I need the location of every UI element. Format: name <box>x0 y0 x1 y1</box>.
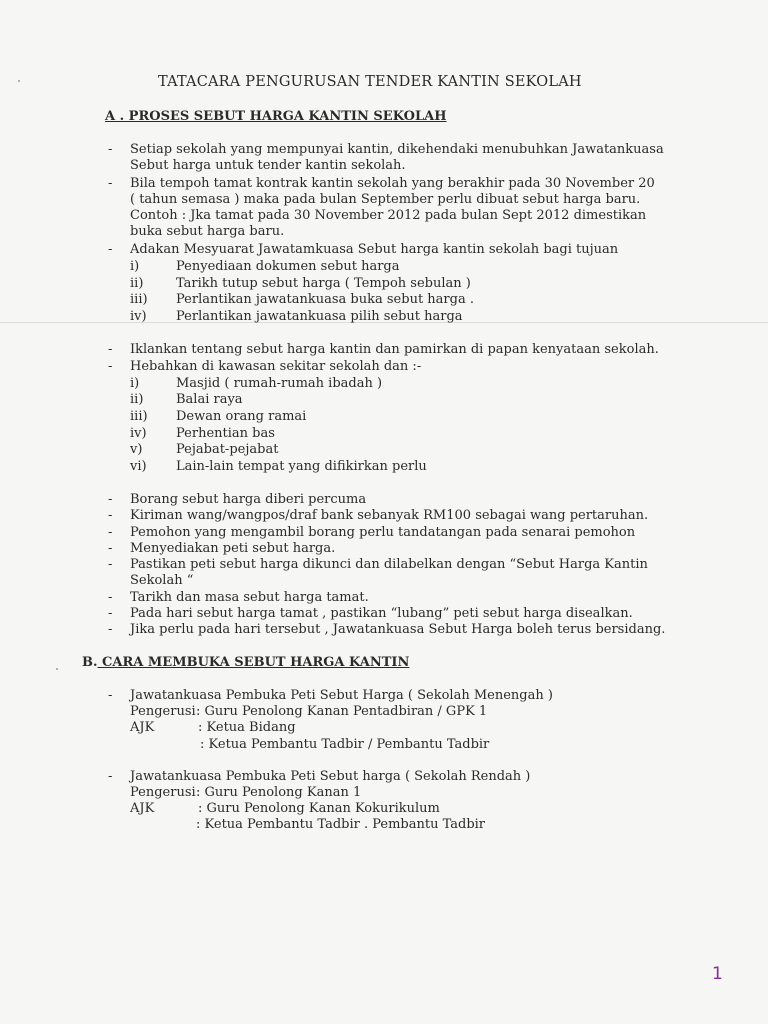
ajk-value: : Guru Penolong Kanan Kokurikulum <box>198 801 440 816</box>
list-item-text: Contoh : Jka tamat pada 30 November 2012 pada bulan Sept 2012 dimestikan <box>130 208 647 223</box>
committee-title: Jawatankuasa Pembuka Peti Sebut Harga ( Sekolah Menengah ) <box>130 688 553 703</box>
roman-numeral: i) <box>130 376 140 391</box>
ajk-value: : Ketua Pembantu Tadbir / Pembantu Tadbir <box>200 737 490 752</box>
sub-list-item: Lain-lain tempat yang difikirkan perlu <box>176 459 427 474</box>
bullet-dash: - <box>108 525 113 540</box>
bullet-dash: - <box>108 242 113 257</box>
ajk-label: AJK <box>130 801 155 816</box>
bullet-dash: - <box>108 492 113 507</box>
section-b-prefix: B. <box>82 655 98 670</box>
scan-speck <box>18 80 20 82</box>
roman-numeral: vi) <box>130 459 147 474</box>
list-item-text: Sebut harga untuk tender kantin sekolah. <box>130 158 406 173</box>
list-item-text: Adakan Mesyuarat Jawatamkuasa Sebut harga kantin sekolah bagi tujuan <box>130 242 619 257</box>
bullet-dash: - <box>108 142 113 157</box>
bullet-dash: - <box>108 176 113 191</box>
bullet-dash: - <box>108 342 113 357</box>
sub-list-item: Perlantikan jawatankuasa buka sebut harga . <box>176 292 474 307</box>
pengerusi-label: Pengerusi <box>130 785 196 800</box>
list-item-text: Iklankan tentang sebut harga kantin dan pamirkan di papan kenyataan sekolah. <box>130 342 659 357</box>
scan-speck <box>56 668 58 670</box>
roman-numeral: i) <box>130 259 140 274</box>
roman-numeral: v) <box>130 442 143 457</box>
sub-list-item: Balai raya <box>176 392 243 407</box>
list-item-text: Bila tempoh tamat kontrak kantin sekolah yang berakhir pada 30 November 20 <box>130 176 655 191</box>
bullet-dash: - <box>108 606 113 621</box>
pengerusi-label: Pengerusi <box>130 704 196 719</box>
list-item-text: Kiriman wang/wangpos/draf bank sebanyak RM100 sebagai wang pertaruhan. <box>130 508 649 523</box>
list-item-text: Pemohon yang mengambil borang perlu tandatangan pada senarai pemohon <box>130 525 636 540</box>
bullet-dash: - <box>108 769 113 784</box>
sub-list-item: Perlantikan jawatankuasa pilih sebut harga <box>176 309 463 324</box>
list-item-text: Borang sebut harga diberi percuma <box>130 492 367 507</box>
ajk-value: : Ketua Bidang <box>198 720 296 735</box>
list-item-text: ( tahun semasa ) maka pada bulan September perlu dibuat sebut harga baru. <box>130 192 641 207</box>
sub-list-item: Penyediaan dokumen sebut harga <box>176 259 400 274</box>
roman-numeral: ii) <box>130 392 144 407</box>
bullet-dash: - <box>108 359 113 374</box>
bullet-dash: - <box>108 622 113 637</box>
roman-numeral: iii) <box>130 292 148 307</box>
sub-list-item: Masjid ( rumah-rumah ibadah ) <box>176 376 383 391</box>
document-title: TATACARA PENGURUSAN TENDER KANTIN SEKOLAH <box>158 74 582 90</box>
bullet-dash: - <box>108 541 113 556</box>
list-item-text: Pada hari sebut harga tamat , pastikan “lubang” peti sebut harga disealkan. <box>130 606 633 621</box>
section-b-title: CARA MEMBUKA SEBUT HARGA KANTIN <box>97 655 410 670</box>
list-item-text: Tarikh dan masa sebut harga tamat. <box>130 590 369 605</box>
sub-list-item: Perhentian bas <box>176 426 275 441</box>
roman-numeral: iv) <box>130 426 147 441</box>
section-b-heading <box>82 655 409 671</box>
list-item-text: Hebahkan di kawasan sekitar sekolah dan :- <box>130 359 422 374</box>
list-item-text: Sekolah “ <box>130 573 194 588</box>
list-item-text: Setiap sekolah yang mempunyai kantin, dikehendaki menubuhkan Jawatankuasa <box>130 142 664 157</box>
list-item-text: Jika perlu pada hari tersebut , Jawatankuasa Sebut Harga boleh terus bersidang. <box>130 622 666 637</box>
bullet-dash: - <box>108 688 113 703</box>
bullet-dash: - <box>108 557 113 572</box>
bullet-dash: - <box>108 508 113 523</box>
page-number: 1 <box>712 964 723 984</box>
ajk-value: : Ketua Pembantu Tadbir . Pembantu Tadbir <box>196 817 486 832</box>
sub-list-item: Pejabat-pejabat <box>176 442 279 457</box>
committee-title: Jawatankuasa Pembuka Peti Sebut harga ( Sekolah Rendah ) <box>130 769 531 784</box>
list-item-text: buka sebut harga baru. <box>130 224 285 239</box>
sub-list-item: Dewan orang ramai <box>176 409 307 424</box>
bullet-dash: - <box>108 590 113 605</box>
roman-numeral: iv) <box>130 309 147 324</box>
ajk-label: AJK <box>130 720 155 735</box>
roman-numeral: ii) <box>130 276 144 291</box>
roman-numeral: iii) <box>130 409 148 424</box>
list-item-text: Pastikan peti sebut harga dikunci dan dilabelkan dengan “Sebut Harga Kantin <box>130 557 648 572</box>
sub-list-item: Tarikh tutup sebut harga ( Tempoh sebulan ) <box>176 276 471 291</box>
pengerusi-value: : Guru Penolong Kanan 1 <box>196 785 362 800</box>
pengerusi-value: : Guru Penolong Kanan Pentadbiran / GPK 1 <box>196 704 488 719</box>
section-a-heading: A . PROSES SEBUT HARGA KANTIN SEKOLAH <box>105 109 447 124</box>
list-item-text: Menyediakan peti sebut harga. <box>130 541 336 556</box>
